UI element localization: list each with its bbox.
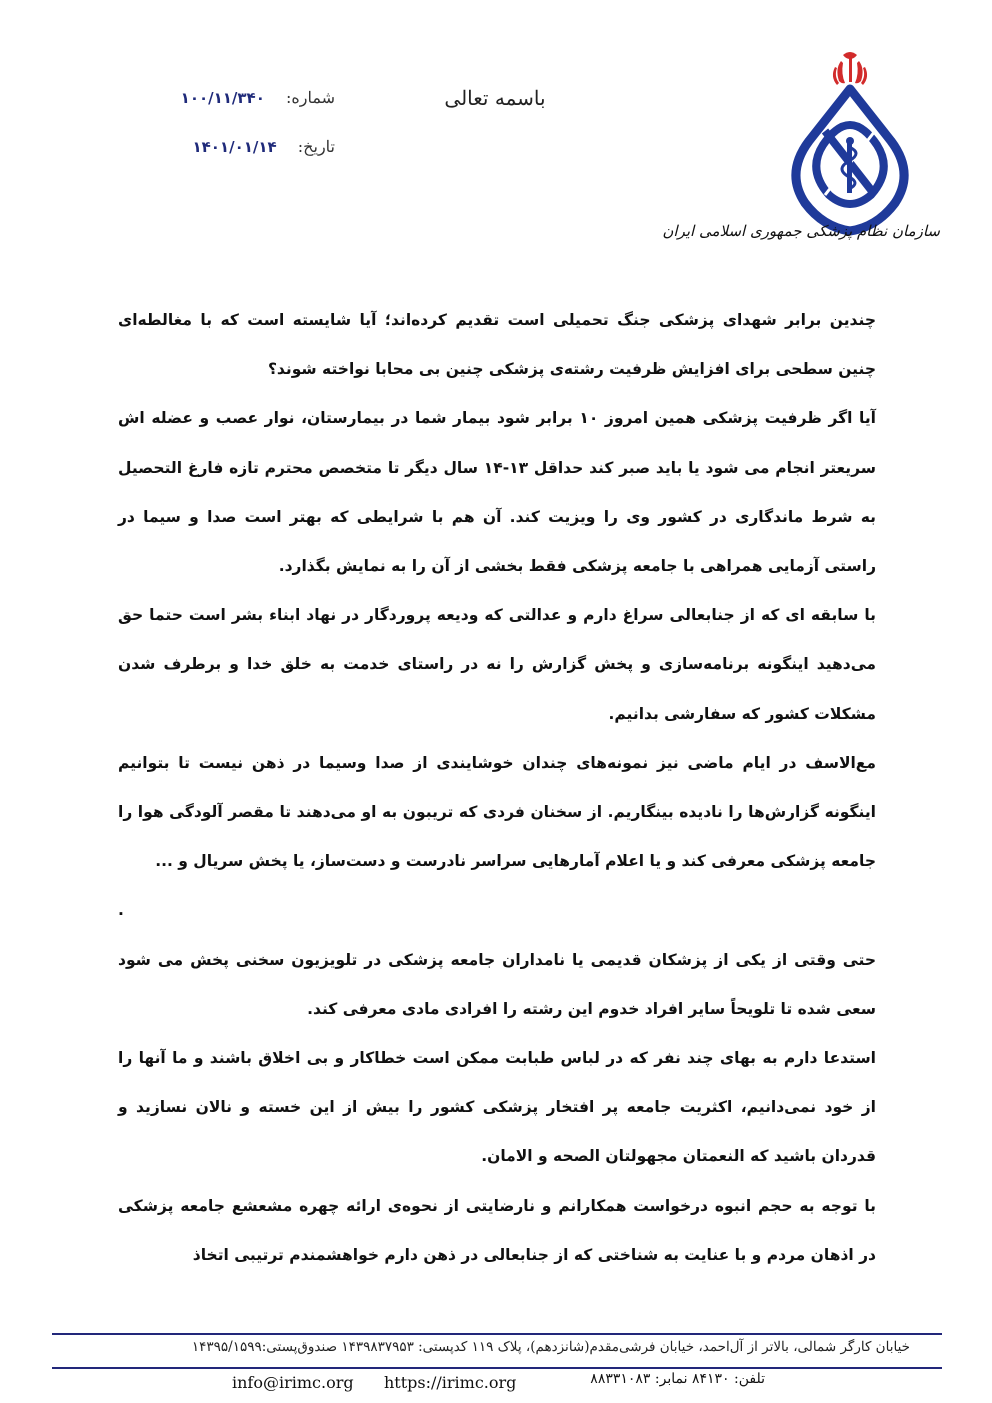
body-paragraph: حتی وقتی از یکی از پزشکان قدیمی یا نامداران جامعه پزشکی در تلویزیون سخنی پخش می شود سعی شده تا تلویحاً سایر افراد خدوم این رشته را افرادی مادی معرفی کند. xyxy=(118,950,876,1018)
footer-address: خیابان کارگر شمالی، بالاتر از آل‌احمد، خیابان فرشی‌مقدم(شانزدهم)، پلاک ۱۱۹ کدپستی: ۱۴۳۹۸۳۷۹۵۳ صندوق‌پستی:۱۴۳۹۵/۱۵۹۹ xyxy=(191,1339,910,1355)
email-link[interactable]: info@irimc.org xyxy=(232,1373,354,1392)
footer-rule-bottom xyxy=(52,1367,942,1369)
body-paragraph: با توجه به حجم انبوه درخواست همکارانم و نارضایتی از نحوه‌ی ارائه چهره مشعشع جامعه پزشکی در اذهان مردم و با عنایت به شناختی که از جنابعالی در ذهن دارم خواهشمندم ترتیبی اتخاذ xyxy=(118,1196,876,1264)
letter-body xyxy=(118,296,876,1280)
body-paragraph: استدعا دارم به بهای چند نفر که در لباس طبابت ممکن است خطاکار و بی اخلاق باشند و ما آنها را از خود نمی‌دانیم، اکثریت جامعه پر افتخار پزشکی کشور را بیش از این خسته و نالان نسازید و قدردان باشید که النعمتان مجهولتان الصحه و الامان. xyxy=(118,1049,876,1166)
number-value: ۱۰۰/۱۱/۳۴۰ xyxy=(180,89,265,107)
phone-fax: تلفن: ۸۴۱۳۰ نمابر: ۸۸۳۳۱۰۸۳ xyxy=(590,1371,765,1387)
footer-rule-top xyxy=(52,1333,942,1335)
basmala-heading: باسمه تعالی xyxy=(444,86,546,110)
letter-number xyxy=(175,88,335,107)
date-value: ۱۴۰۱/۰۱/۱۴ xyxy=(192,138,277,156)
body-paragraph: با سابقه ای که از جنابعالی سراغ دارم و عدالتی که ودیعه پروردگار در نهاد ابناء بشر است حتما حق می‌دهید اینگونه برنامه‌سازی و پخش گزارش را نه در راستای خدمت به خلق خدا و برطرف شدن مشکلات کشور که سفارشی بدانیم. xyxy=(118,606,876,723)
body-paragraph: مع‌الاسف در ایام ماضی نیز نمونه‌های چندان خوشایندی از صدا وسیما در ذهن نیست تا بتوانیم اینگونه گزارش‌ها را نادیده بینگاریم. از سخنان فردی که تریبون به او می‌دهند تا مقصر آلودگی هوا را جامعه پزشکی معرفی کند و یا اعلام آمارهایی سراسر نادرست و دست‌ساز، یا پخش سریال و ... xyxy=(118,753,876,871)
website-link[interactable]: https://irimc.org xyxy=(384,1373,517,1392)
organization-name: سازمان نظام پزشکی جمهوری اسلامی ایران xyxy=(662,222,940,240)
body-paragraph: . xyxy=(118,901,124,920)
letter-date xyxy=(175,137,335,156)
body-paragraph: چندین برابر شهدای پزشکی جنگ تحمیلی است تقدیم کرده‌اند؛ آیا شایسته است که با مغالطه‌ای چنین سطحی برای افزایش ظرفیت رشته‌ی پزشکی چنین بی محابا نواخته شوند؟ xyxy=(118,311,876,379)
date-label: تاریخ: xyxy=(297,137,335,156)
body-paragraph: آیا اگر ظرفیت پزشکی همین امروز ۱۰ برابر شود بیمار شما در بیمارستان، نوار عصب و عضله اش سریعتر انجام می شود یا باید صبر کند حداقل ۱۳-۱۴ سال دیگر تا متخصص محترم تازه فارغ التحصیل به شرط ماندگاری در کشور وی را ویزیت کند. آن هم با شرایطی که بهتر است صدا و سیما در راستی آزمایی همراهی با جامعه پزشکی فقط بخشی از آن را به نمایش بگذارد. xyxy=(118,409,876,576)
number-label: شماره: xyxy=(285,88,335,107)
